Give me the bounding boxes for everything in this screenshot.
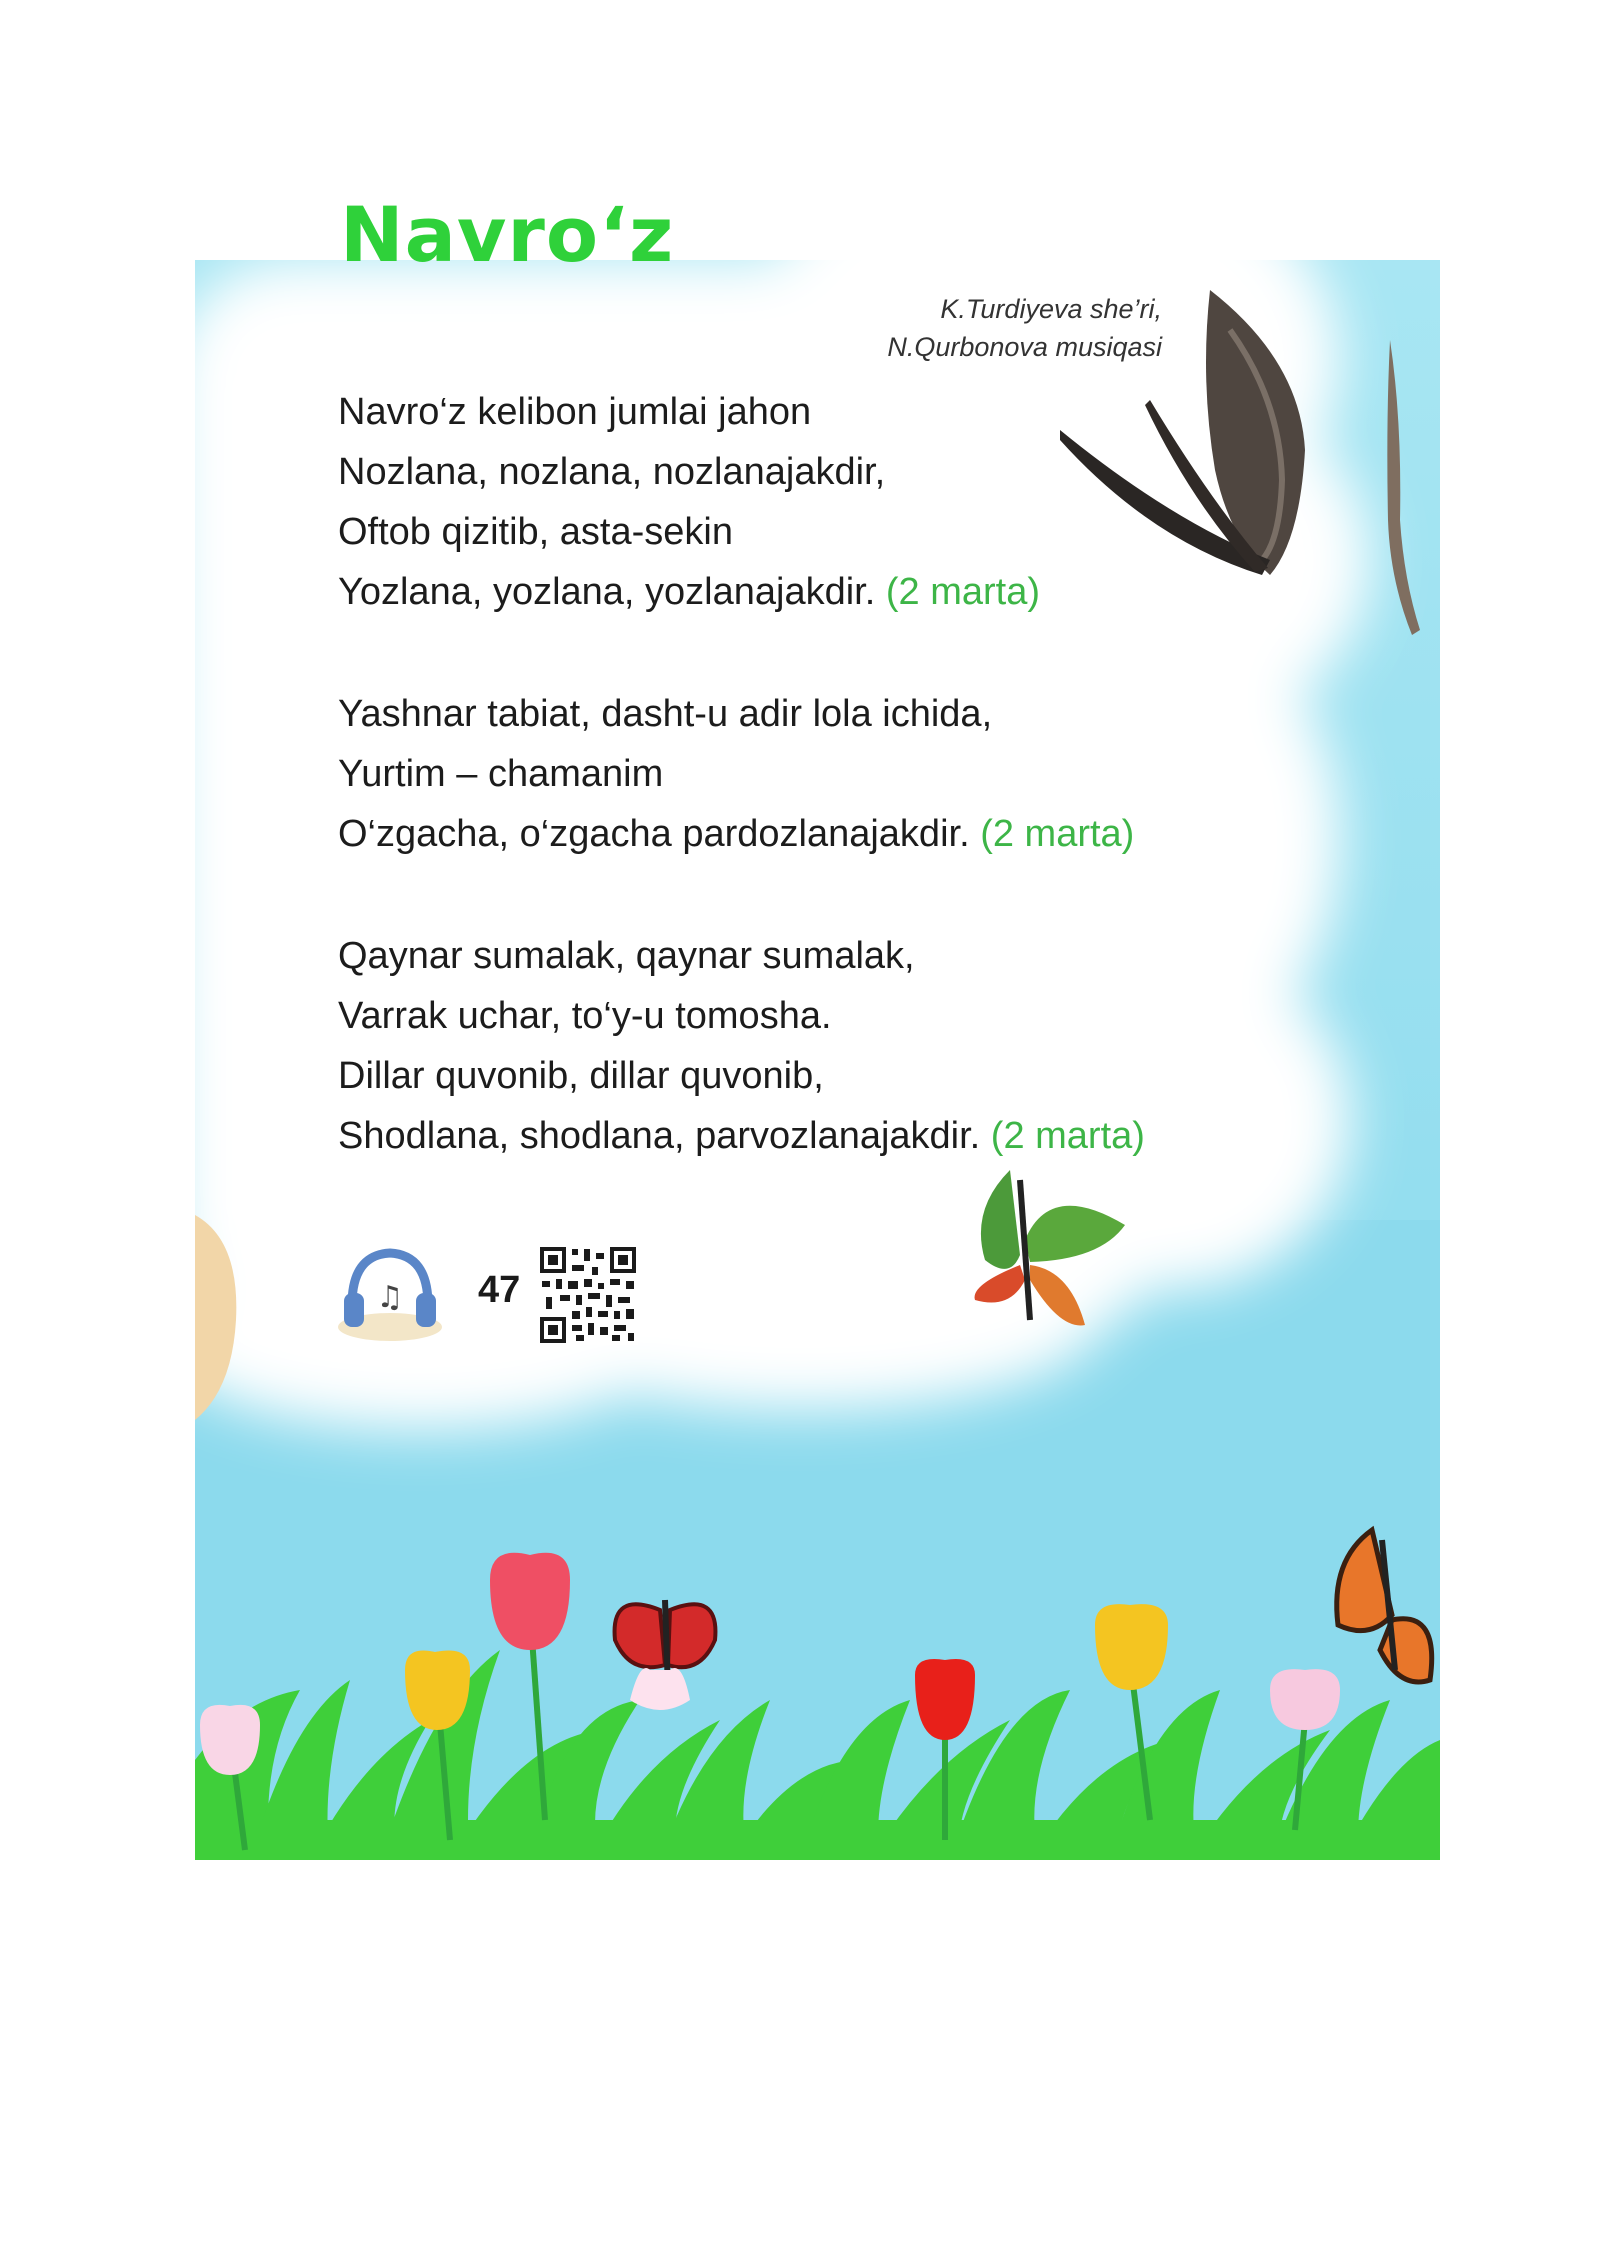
poem-line: Qaynar sumalak, qaynar sumalak,	[338, 935, 915, 977]
music-credit: N.Qurbonova musiqasi	[887, 332, 1162, 362]
repeat-note: (2 marta)	[885, 571, 1040, 613]
repeat-note: (2 marta)	[980, 813, 1135, 855]
poem-line: Dillar quvonib, dillar quvonib,	[338, 1055, 824, 1097]
poem-line: Yashnar tabiat, dasht-u adir lola ichida,	[338, 693, 993, 735]
poem-line: Navro‘z kelibon jumlai jahon	[338, 391, 812, 433]
repeat-note: (2 marta)	[990, 1115, 1145, 1157]
poem-line: Varrak uchar, to‘y-u tomosha.	[338, 995, 832, 1037]
svg-text:♫: ♫	[376, 1280, 404, 1315]
audio-track-number: 47	[478, 1269, 521, 1311]
poem-line: Nozlana, nozlana, nozlanajakdir,	[338, 451, 886, 493]
poem-line: O‘zgacha, o‘zgacha pardozlanajakdir. (2 marta)	[338, 813, 1135, 855]
poem-body	[338, 382, 1145, 1228]
headphones-icon	[330, 1235, 450, 1345]
poem-line: Shodlana, shodlana, parvozlanajakdir. (2 marta)	[338, 1115, 1145, 1157]
qr-code[interactable]	[538, 1245, 638, 1345]
credits	[887, 290, 1162, 366]
poem-title: Navro‘z	[340, 190, 675, 279]
lyrics-credit: K.Turdiyeva she’ri,	[940, 294, 1162, 324]
stanza-2	[338, 684, 1145, 864]
poem-line: Yurtim – chamanim	[338, 753, 664, 795]
poem-line: Oftob qizitib, asta-sekin	[338, 511, 733, 553]
stanza-3	[338, 926, 1145, 1166]
poem-line: Yozlana, yozlana, yozlanajakdir. (2 marta)	[338, 571, 1040, 613]
stanza-1	[338, 382, 1145, 622]
